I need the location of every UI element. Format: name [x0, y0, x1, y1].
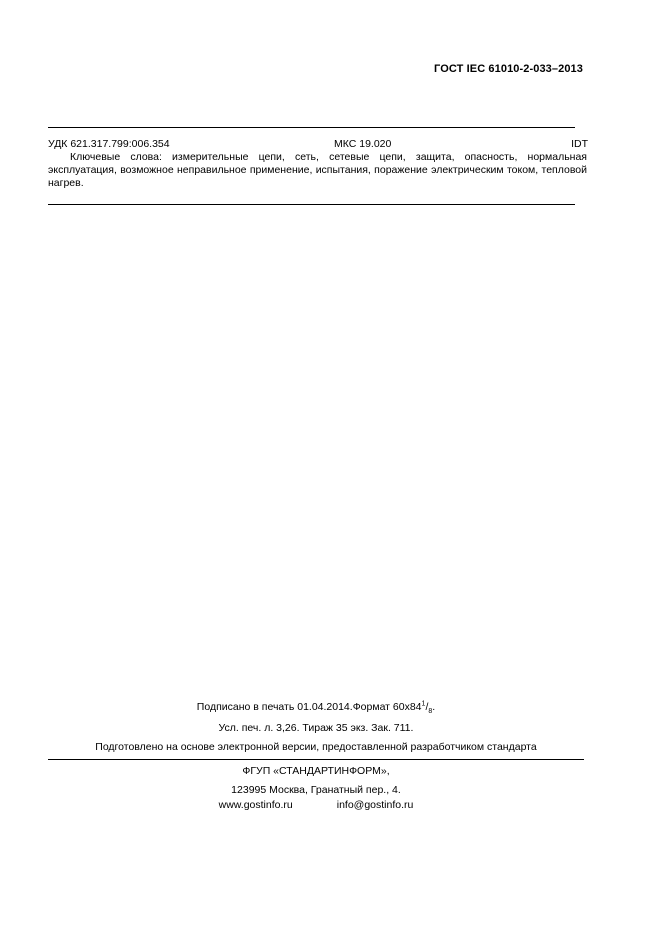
print-details-line: Усл. печ. л. 3,26. Тираж 35 экз. Зак. 711.	[218, 722, 414, 734]
format-slash: /	[425, 701, 429, 713]
udk-code: УДК 621.317.799:006.354	[48, 138, 170, 150]
publisher-line: ФГУП «СТАНДАРТИНФОРМ»,	[242, 765, 390, 777]
imprint-divider	[48, 759, 584, 760]
website-link[interactable]: www.gostinfo.ru	[218, 799, 293, 811]
format-superscript: 1	[421, 700, 426, 708]
signed-for-print-line	[48, 700, 584, 714]
prepared-note-line: Подготовлено на основе электронной версии, предоставленной разработчиком стандарта	[95, 741, 537, 753]
idt-label: IDT	[571, 138, 588, 150]
classification-line	[48, 138, 588, 152]
signed-suffix: .	[432, 701, 436, 713]
keywords-paragraph: Ключевые слова: измерительные цепи, сеть, сетевые цепи, защита, опасность, нормальная эксплуатация, возможное неправильное применение, испытания, поражение электрическим током, тепловой нагрев.	[48, 151, 587, 189]
address-line: 123995 Москва, Гранатный пер., 4.	[231, 784, 401, 796]
bottom-divider	[48, 204, 575, 205]
mks-code: МКС 19.020	[334, 138, 392, 150]
email-link[interactable]: info@gostinfo.ru	[336, 799, 414, 811]
signed-text: Подписано в печать 01.04.2014.Формат 60х84	[196, 701, 422, 713]
contacts-line	[48, 798, 584, 812]
format-subscript: 8	[428, 708, 433, 716]
document-code-header: ГОСТ IEC 61010-2-033–2013	[434, 63, 583, 75]
top-divider	[48, 127, 575, 128]
